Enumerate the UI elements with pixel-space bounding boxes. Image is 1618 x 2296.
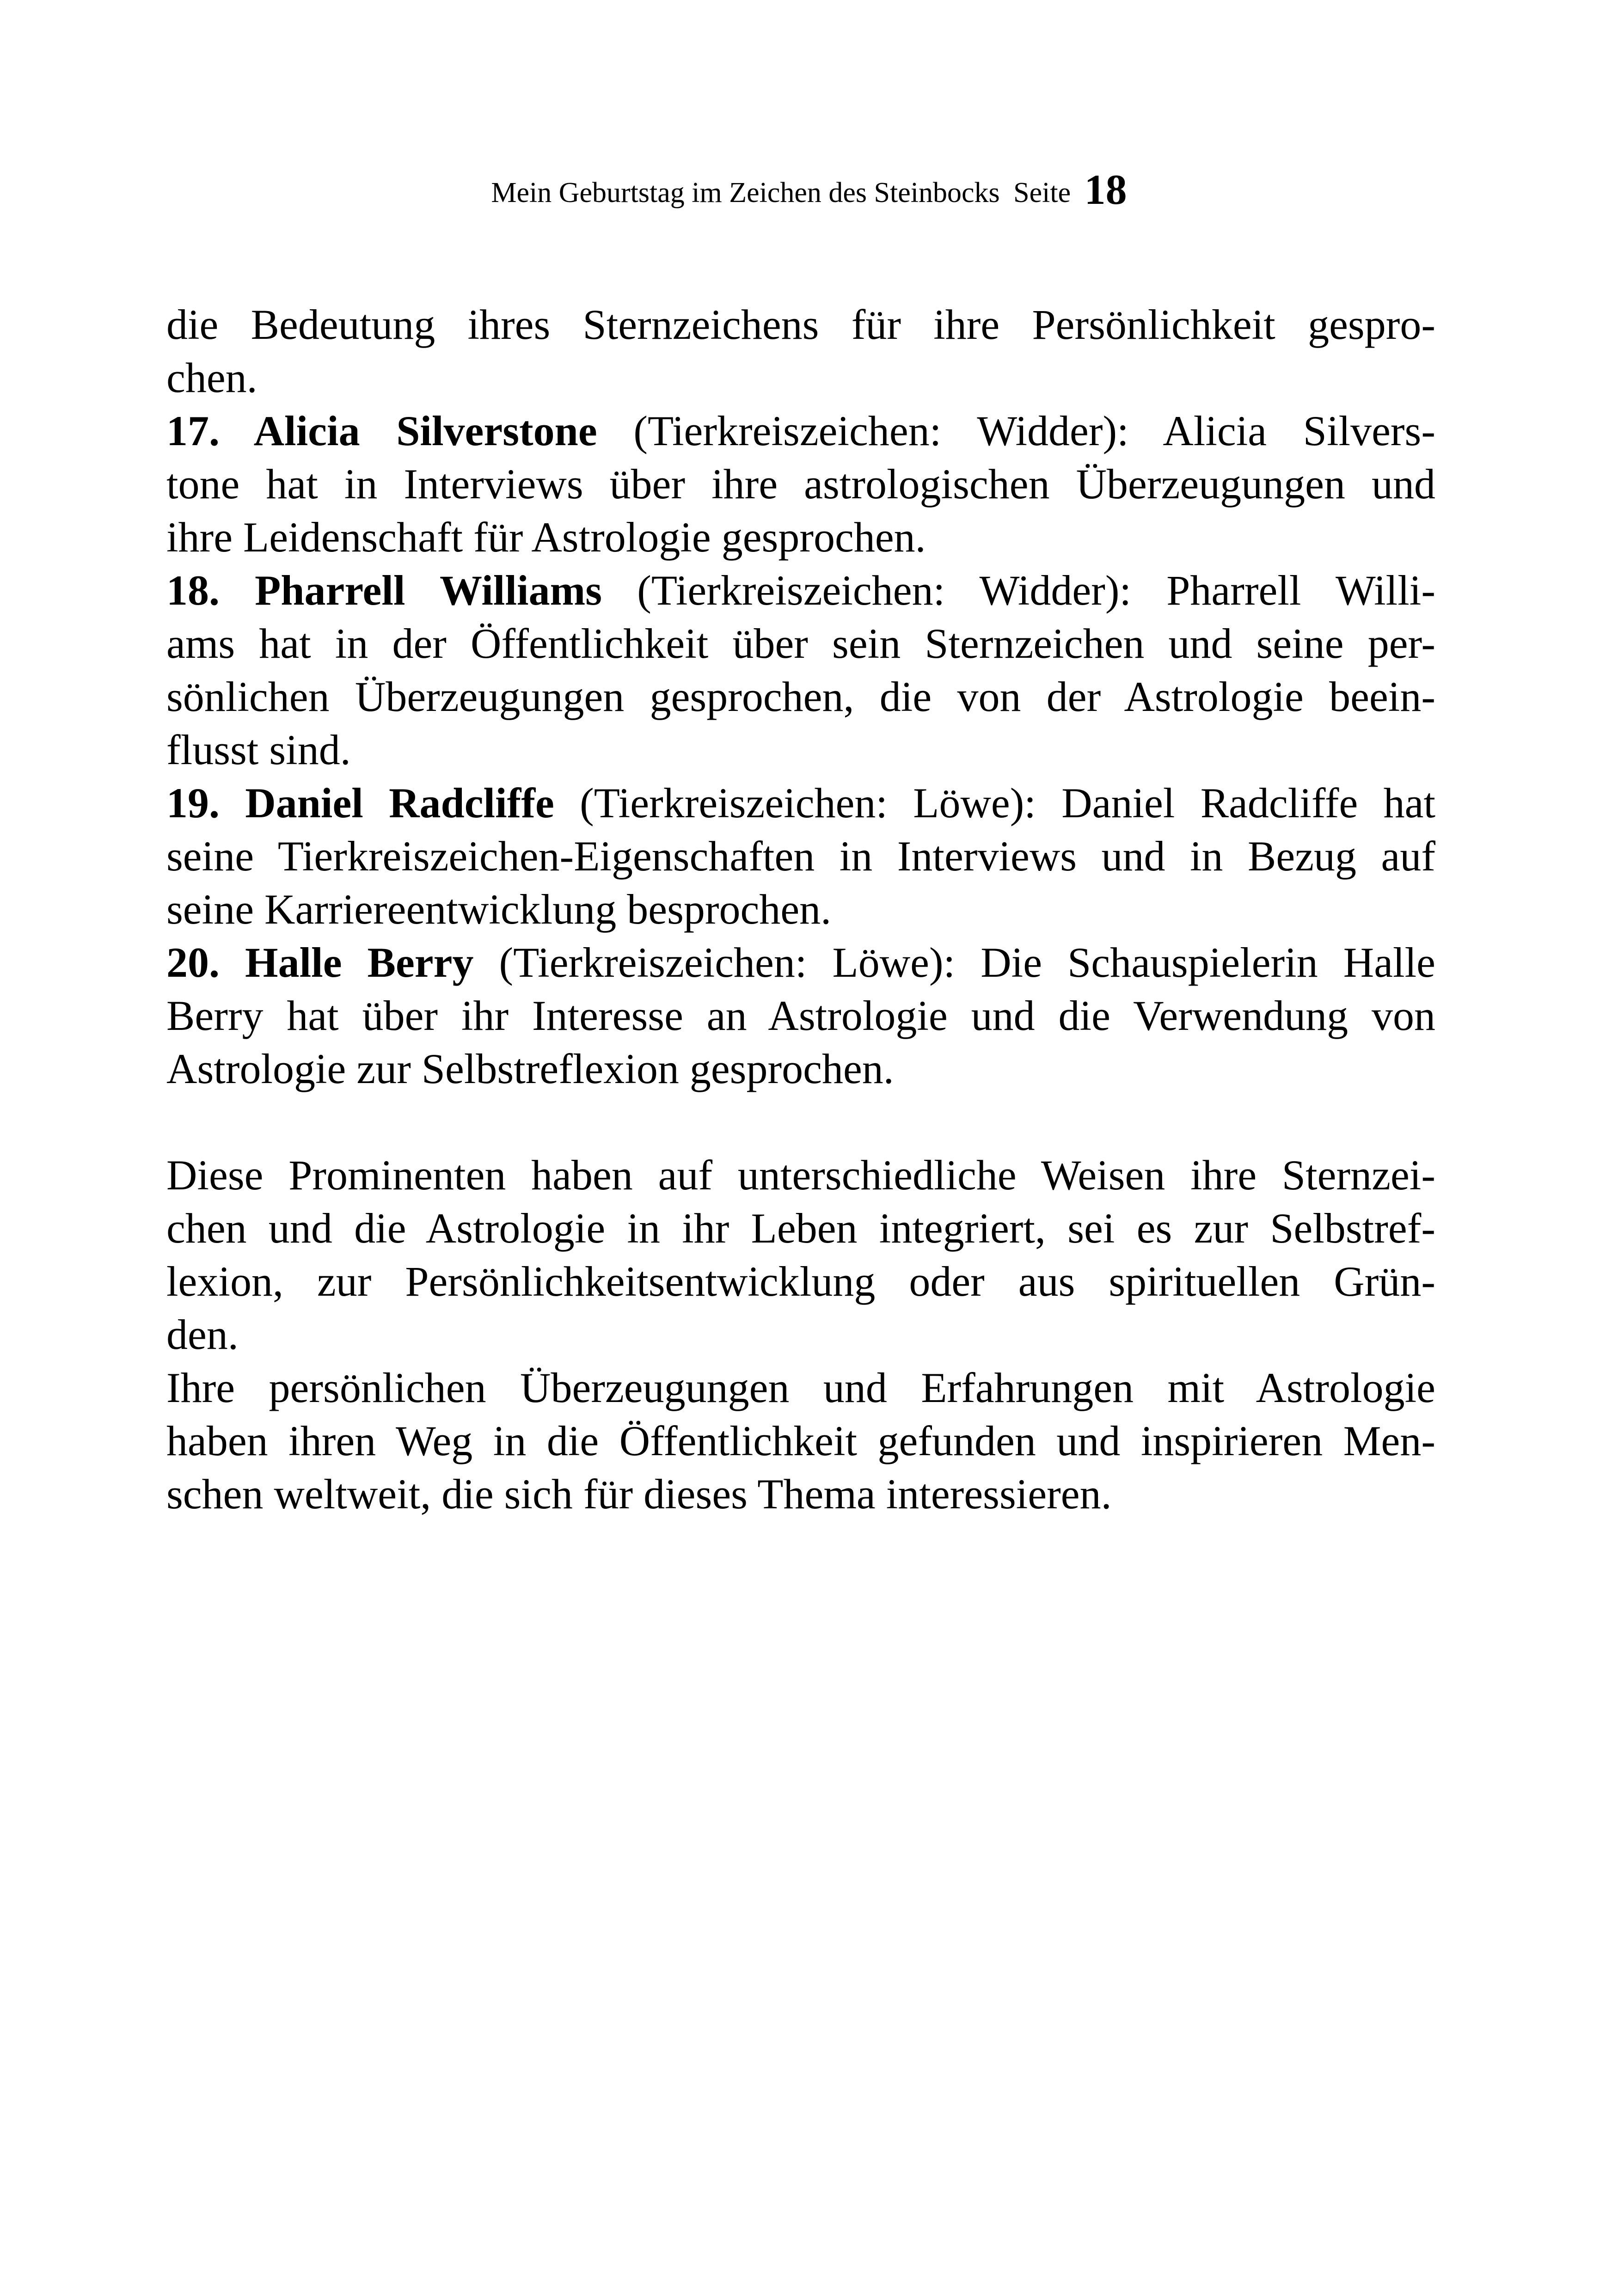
text-line: Ihre persönlichen Überzeugungen und Erfahrungen mit Astrologie: [166, 1364, 1435, 1411]
paragraph-spacer: [166, 1096, 1435, 1149]
text-line: Astrologie zur Selbstreflexion gesprochen.: [166, 1045, 894, 1092]
text-line: [166, 777, 1435, 830]
text-line: sönlichen Überzeugungen gesprochen, die von der Astrologie beein-: [166, 673, 1435, 720]
celebrity-name: 17. Alicia Silverstone: [166, 407, 597, 454]
list-item-17: [166, 404, 1435, 564]
text-line: die Bedeutung ihres Sternzeichens für ihre Persönlichkeit gespro-: [166, 301, 1435, 348]
celebrity-name: 19. Daniel Radcliffe: [166, 779, 554, 827]
page-number: 18: [1084, 166, 1127, 213]
text-line: ams hat in der Öffentlichkeit über sein Sternzeichen und seine per-: [166, 620, 1435, 667]
text-line: Diese Prominenten haben auf unterschiedliche Weisen ihre Sternzei-: [166, 1151, 1435, 1199]
book-title: Mein Geburtstag im Zeichen des Steinbocks: [491, 177, 1000, 208]
text-line: [166, 936, 1435, 989]
text-line: flusst sind.: [166, 726, 351, 773]
line-text: (Tierkreiszeichen: Widder): Pharrell Willi-: [602, 567, 1435, 614]
text-line: seine Tierkreiszeichen-Eigenschaften in Interviews und in Bezug auf: [166, 833, 1435, 880]
text-line: haben ihren Weg in die Öffentlichkeit gefunden und inspirieren Men-: [166, 1417, 1435, 1464]
paragraph-intro-continuation: [166, 298, 1435, 404]
text-line: chen.: [166, 354, 257, 401]
list-item-19: [166, 777, 1435, 936]
celebrity-name: 20. Halle Berry: [166, 939, 474, 986]
list-item-18: [166, 564, 1435, 777]
line-text: (Tierkreiszeichen: Löwe): Die Schauspielerin Halle: [473, 939, 1435, 986]
text-line: ihre Leidenschaft für Astrologie gesprochen.: [166, 514, 926, 561]
paragraph-final: [166, 1361, 1435, 1521]
page-header: [0, 164, 1618, 218]
text-line: schen weltweit, die sich für dieses Thema interessieren.: [166, 1470, 1112, 1518]
text-line: Berry hat über ihr Interesse an Astrologie und die Verwendung von: [166, 992, 1435, 1039]
page-label: Seite: [1013, 177, 1071, 208]
text-line: chen und die Astrologie in ihr Leben integriert, sei es zur Selbstref-: [166, 1205, 1435, 1252]
text-line: den.: [166, 1311, 239, 1358]
body-text: [166, 298, 1435, 1521]
text-line: tone hat in Interviews über ihre astrologischen Überzeugungen und: [166, 460, 1435, 508]
text-line: [166, 404, 1435, 458]
text-line: lexion, zur Persönlichkeitsentwicklung oder aus spirituellen Grün-: [166, 1258, 1435, 1305]
text-line: [166, 564, 1435, 617]
list-item-20: [166, 936, 1435, 1096]
line-text: (Tierkreiszeichen: Widder): Alicia Silvers-: [597, 407, 1435, 454]
line-text: (Tierkreiszeichen: Löwe): Daniel Radcliffe hat: [554, 779, 1436, 827]
text-line: seine Karriereentwicklung besprochen.: [166, 886, 832, 933]
celebrity-name: 18. Pharrell Williams: [166, 567, 602, 614]
paragraph-closing: [166, 1149, 1435, 1361]
